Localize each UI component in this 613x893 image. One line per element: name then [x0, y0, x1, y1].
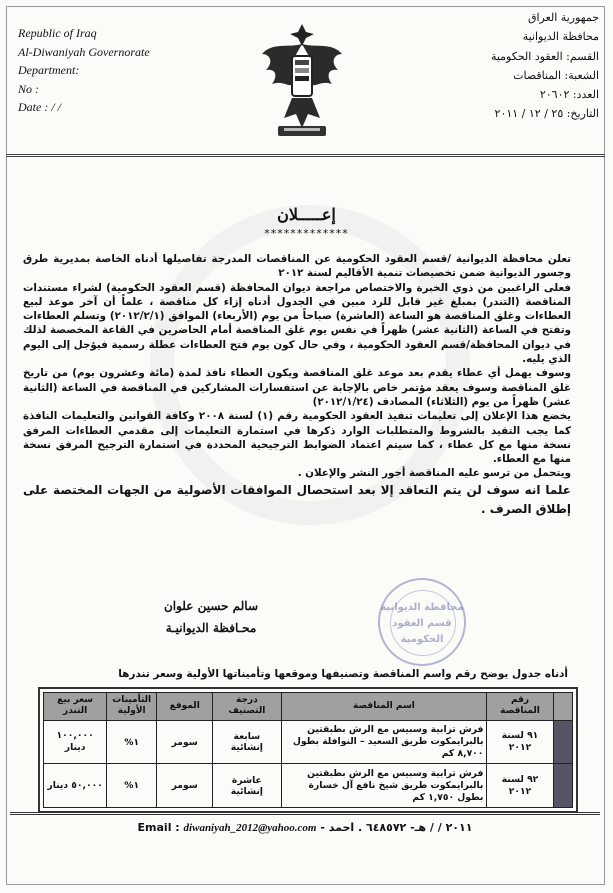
- header-decor-cell: [553, 693, 572, 721]
- date-ar: التاريخ: ٢٥ / ١٢ / ٢٠١١: [494, 107, 599, 121]
- governorate-en: Al-Diwaniyah Governorate: [18, 44, 150, 59]
- cell-price: ٥٠,٠٠٠ دينار: [44, 764, 107, 808]
- number-ar: العدد: ٢٠٦٠٢: [539, 88, 599, 101]
- header-right: [399, 8, 599, 124]
- header-name: اسم المناقصة: [281, 693, 487, 721]
- footer-reference: - ٢٠١١ / / هـ- ٦٤٨٥٧٢ . احمد: [320, 821, 473, 834]
- email-link[interactable]: diwaniyah_2012@yahoo.com: [183, 822, 317, 834]
- body-paragraph-5: ويتحمل من ترسو عليه المناقصة أجور النشر والإعلان .: [297, 467, 571, 480]
- governorate-ar: محافظة الديوانية: [522, 30, 599, 44]
- table-caption: أدناه جدول يوضح رقم واسم المناقصة وتصنيفها وموقعها وتأميناتها الأولية وسعر تندرها: [118, 668, 568, 680]
- country-en: Republic of Iraq: [18, 26, 97, 40]
- cell-name: فرش ترابية وسبيس مع الرش بطبقتين بالبرايمكوت طريق السعيد – النوافلة بطول ٨,٧٠٠ كم: [281, 720, 487, 764]
- tenders-table: [43, 692, 573, 808]
- title-stars: *************: [264, 227, 349, 240]
- cell-price: ١٠٠,٠٠٠ دينار: [44, 720, 107, 764]
- section-ar: الشعبة: المناقصات: [513, 68, 599, 82]
- header-insurance: التأمينات الأولية: [107, 693, 157, 721]
- stamp-inner-ring: [390, 590, 456, 656]
- cell-name: فرش ترابية وسبيس مع الرش بطبقتين بالبرايمكوت طريق شيخ نافع آل خسارة بطول ١,٧٥٠ كم: [281, 764, 487, 808]
- cell-number: ٩١ لسنة ٢٠١٢: [487, 720, 553, 764]
- cell-insurance: ١%: [107, 720, 157, 764]
- body-paragraph-1: تعلن محافظة الديوانية /قسم العقود الحكومية عن المناقصات المدرجة تفاصيلها أدناه الخاصة بمديرية طرق وجسور الديوانية ضمن تخصيصات تنمية الأقاليم لسنة ٢٠١٢: [23, 253, 571, 280]
- cell-location: سومر: [157, 720, 213, 764]
- cell-location: سومر: [157, 764, 213, 808]
- department-en: Department:: [18, 63, 80, 78]
- announcement-title: إعـــــلان: [277, 205, 336, 224]
- signature-block: [136, 595, 286, 639]
- body-paragraph-2: فعلى الراغبين من ذوي الخبرة والاختصاص مراجعة ديوان المحافظة (قسم العقود الحكومية) لشراء مستندات المناقصة (التندر) بمبلغ غير قابل للرد مبين في الجدول أدناه إزاء كل مناقصة ، علماً أن آخر موعد لبيع العطاءات وغلق المناقصة هو الساعة (العاشرة) صباحاً من يوم (الأربعاء) الموافق (٢٠١٢/٢/١) وتسلم العطاءات وتفتح في الساعة (الثانية عشر) ظهراً في نفس يوم غلق المناقصة أمام الحاضرين في القاعة المخصصة لذلك في ديوان المحافظة/قسم العقود الحكومية ، وفي حال كون يوم فتح العطاءات عطلة رسمية فيؤجل إلى اليوم الذي يليه.: [23, 281, 572, 366]
- row-decor-cell: [553, 720, 572, 764]
- date-en: Date : / /: [18, 100, 61, 115]
- stamp-text: محافظة الديوانية قسم العقود الحكومية: [380, 602, 464, 645]
- table-header-row: [44, 693, 573, 721]
- header-divider: [6, 154, 605, 157]
- cell-insurance: ١%: [107, 764, 157, 808]
- cell-classification: سابعة إنشائية: [213, 720, 281, 764]
- footer: [10, 812, 600, 834]
- country-ar: جمهورية العراق: [527, 11, 599, 24]
- header-left: [18, 24, 228, 117]
- body-paragraph-3: وسوف يهمل أي عطاء يقدم بعد موعد غلق المناقصة ويكون العطاء نافذ لمدة (مائة وعشرون يوم) من تاريخ غلق المناقصة وسوف يعقد مؤتمر خاص بالإجابة عن استفسارات المشاركين في المناقصة في الساعة (الثانية عشر) ظهراً من يوم (الثلاثاء) المصادف (٢٠١٢/١/٢٤): [23, 367, 571, 408]
- header-number: رقم المناقصة: [487, 693, 553, 721]
- header-classification: درجة التصنيف: [213, 693, 281, 721]
- department-ar: القسم: العقود الحكومية: [490, 49, 599, 63]
- body-paragraph-4: يخضع هذا الإعلان إلى تعليمات تنفيذ العقود الحكومية رقم (١) لسنة ٢٠٠٨ وكافة القوانين والتعليمات النافذة كما يجب التقيد بالشروط والمتطلبات الوارد ذكرها في استمارة التعليمات إلى مقدمي العطاءات المرفق نسخة منها مع كل عطاء ، كما سيتم اعتماد الضوابط الترجيحية المحددة في استمارة الترجيح المرفق نسخة منها مع العطاء.: [23, 410, 571, 466]
- iraq-eagle-emblem-icon: [258, 18, 346, 148]
- official-stamp: [378, 578, 466, 666]
- cell-number: ٩٢ لسنة ٢٠١٢: [487, 764, 553, 808]
- email-label: Email :: [137, 821, 180, 834]
- cell-classification: عاشرة إنشائية: [213, 764, 281, 808]
- body-note: علما انه سوف لن يتم التعاقد إلا بعد استحصال الموافقات الأصولية من الجهات المختصة على إطلاق الصرف .: [23, 482, 571, 516]
- table-row: [44, 764, 573, 808]
- row-decor-cell: [553, 764, 572, 808]
- table-row: [44, 720, 573, 764]
- header-location: الموقع: [157, 693, 213, 721]
- signatory-title: محـافظة الديوانيـة: [165, 621, 257, 635]
- header-price: سعر بيع التندر: [44, 693, 107, 721]
- announcement-body: [23, 252, 571, 519]
- signatory-name: سالم حسين علوان: [163, 599, 259, 613]
- number-en: No :: [18, 81, 39, 96]
